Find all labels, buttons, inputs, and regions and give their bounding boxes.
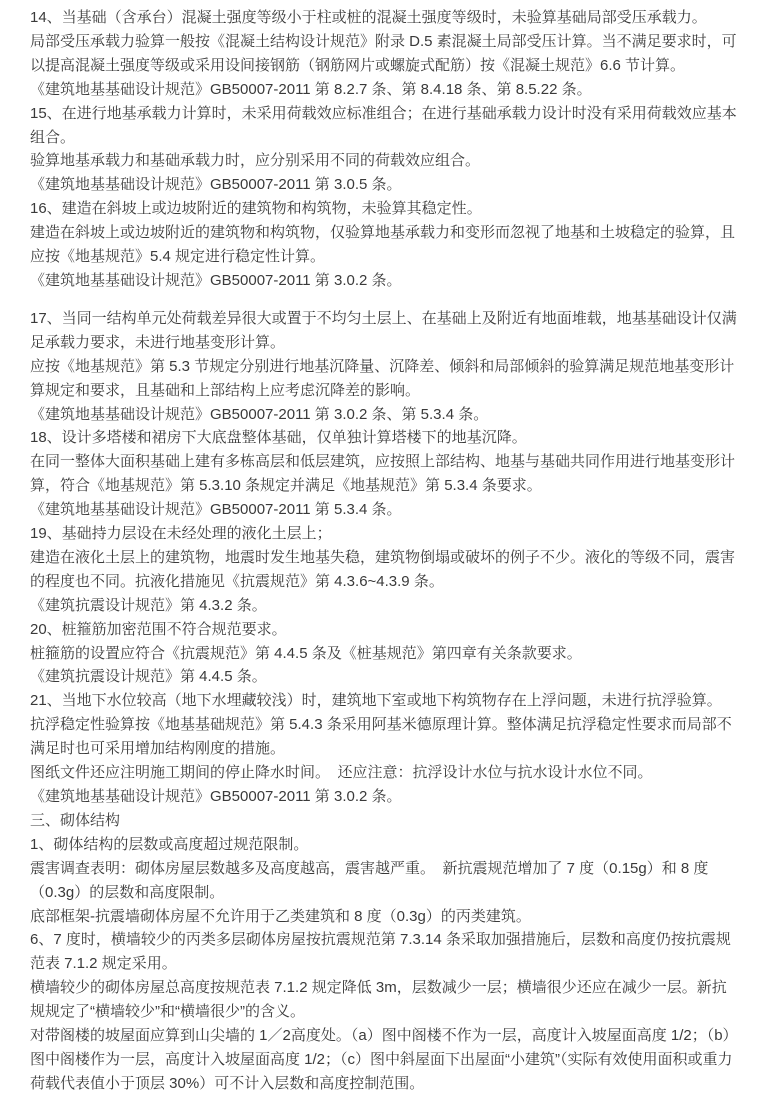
paragraph: 《建筑地基基础设计规范》GB50007-2011 第 3.0.2 条。 <box>30 271 402 289</box>
paragraph: 《建筑抗震设计规范》第 4.3.2 条。 <box>30 596 267 614</box>
paragraph: 14、当基础（含承台）混凝土强度等级小于柱或桩的混凝土强度等级时，未验算基础局部受压承载力。 <box>30 9 707 26</box>
section-heading: 三、砌体结构 <box>30 811 121 829</box>
paragraph: 建造在斜坡上或边坡附近的建筑物和构筑物，仅验算地基承载力和变形而忽视了地基和土坡稳定的验算，且应按《地基规范》5.4 规定进行稳定性计算。 <box>30 224 736 266</box>
paragraph: 6、7 度时，横墙较少的丙类多层砌体房屋按抗震规范第 7.3.14 条采取加强措施后，层数和高度仍按抗震规范表 7.1.2 规定采用。 <box>30 931 731 973</box>
paragraph: 1、砌体结构的层数或高度超过规范限制。 <box>30 835 309 853</box>
paragraph: 横墙较少的砌体房屋总高度按规范表 7.1.2 规定降低 3m，层数减少一层；横墙很少还应在减少一层。新抗规规定了“横墙较少”和“横墙很少”的含义。 <box>30 979 727 1021</box>
paragraph: 图纸文件还应注明施工期间的停止降水时间。 还应注意：抗浮设计水位与抗水设计水位不同。 <box>30 764 653 782</box>
paragraph: 《建筑地基基础设计规范》GB50007-2011 第 5.3.4 条。 <box>30 501 402 519</box>
paragraph: 底部框架-抗震墙砌体房屋不允许用于乙类建筑和 8 度（0.3g）的丙类建筑。 <box>30 907 531 925</box>
paragraph: 应按《地基规范》第 5.3 节规定分别进行地基沉降量、沉降差、倾斜和局部倾斜的验算满足规范地基变形计算规定和要求，且基础和上部结构上应考虑沉降差的影响。 <box>30 357 735 399</box>
paragraph: 20、桩箍筋加密范围不符合规范要求。 <box>30 620 287 638</box>
paragraph: 验算地基承载力和基础承载力时，应分别采用不同的荷载效应组合。 <box>30 152 481 170</box>
paragraph: 对带阁楼的坡屋面应算到山尖墙的 1／2高度处。（a）图中阁楼不作为一层，高度计入坡屋面高度 1/2；（b）图中阁楼作为一层，高度计入坡屋面高度 1/2；（c）图中斜屋面下出屋面“小建筑”（实际有效使用面积或重力荷载代表值小于顶层 30%）可不计入层数和高度控制范围。 <box>30 1027 738 1092</box>
paragraph: 《建筑地基基础设计规范》GB50007-2011 第 8.2.7 条、第 8.4.18 条、第 8.5.22 条。 <box>30 80 592 98</box>
paragraph: 《建筑抗震设计规范》第 4.4.5 条。 <box>30 668 267 686</box>
paragraph: 《建筑地基基础设计规范》GB50007-2011 第 3.0.5 条。 <box>30 176 402 194</box>
paragraph: 抗浮稳定性验算按《地基基础规范》第 5.4.3 条采用阿基米德原理计算。整体满足抗浮稳定性要求而局部不满足时也可采用增加结构刚度的措施。 <box>30 716 732 758</box>
paragraph: 16、建造在斜坡上或边坡附近的建筑物和构筑物，未验算其稳定性。 <box>30 200 482 218</box>
paragraph: 桩箍筋的设置应符合《抗震规范》第 4.4.5 条及《桩基规范》第四章有关条款要求。 <box>30 644 582 662</box>
paragraph: 在同一整体大面积基础上建有多栋高层和低层建筑，应按照上部结构、地基与基础共同作用进行地基变形计算，符合《地基规范》第 5.3.10 条规定并满足《地基规范》第 5.3.4 条要求。 <box>30 453 736 495</box>
paragraph: 震害调查表明：砌体房屋层数越多及高度越高，震害越严重。 新抗震规范增加了 7 度（0.15g）和 8 度（0.3g）的层数和高度限制。 <box>30 859 709 901</box>
paragraph: 18、设计多塔楼和裙房下大底盘整体基础，仅单独计算塔楼下的地基沉降。 <box>30 429 527 447</box>
paragraph: 《建筑地基基础设计规范》GB50007-2011 第 3.0.2 条。 <box>30 788 402 805</box>
paragraph: 局部受压承载力验算一般按《混凝土结构设计规范》附录 D.5 素混凝土局部受压计算。当不满足要求时，可以提高混凝土强度等级或采用设间接钢筋（钢筋网片或螺旋式配筋）按《混凝土规范》6.6 节计算。 <box>30 32 737 74</box>
paragraph: 《建筑地基基础设计规范》GB50007-2011 第 3.0.2 条、第 5.3.4 条。 <box>30 405 489 423</box>
paragraph: 建造在液化土层上的建筑物，地震时发生地基失稳，建筑物倒塌或破坏的例子不少。液化的等级不同，震害的程度也不同。抗液化措施见《抗震规范》第 4.3.6~4.3.9 条。 <box>30 548 736 590</box>
paragraph: 17、当同一结构单元处荷载差异很大或置于不均匀土层上、在基础上及附近有地面堆载，地基基础设计仅满足承载力要求，未进行地基变形计算。 <box>30 309 737 351</box>
paragraph: 21、当地下水位较高（地下水埋藏较浅）时，建筑地下室或地下构筑物存在上浮问题，未进行抗浮验算。 <box>30 692 722 710</box>
paragraph: 15、在进行地基承载力计算时，未采用荷载效应标准组合；在进行基础承载力设计时没有采用荷载效应基本组合。 <box>30 104 737 146</box>
paragraph: 19、基础持力层设在未经处理的液化土层上； <box>30 525 332 543</box>
